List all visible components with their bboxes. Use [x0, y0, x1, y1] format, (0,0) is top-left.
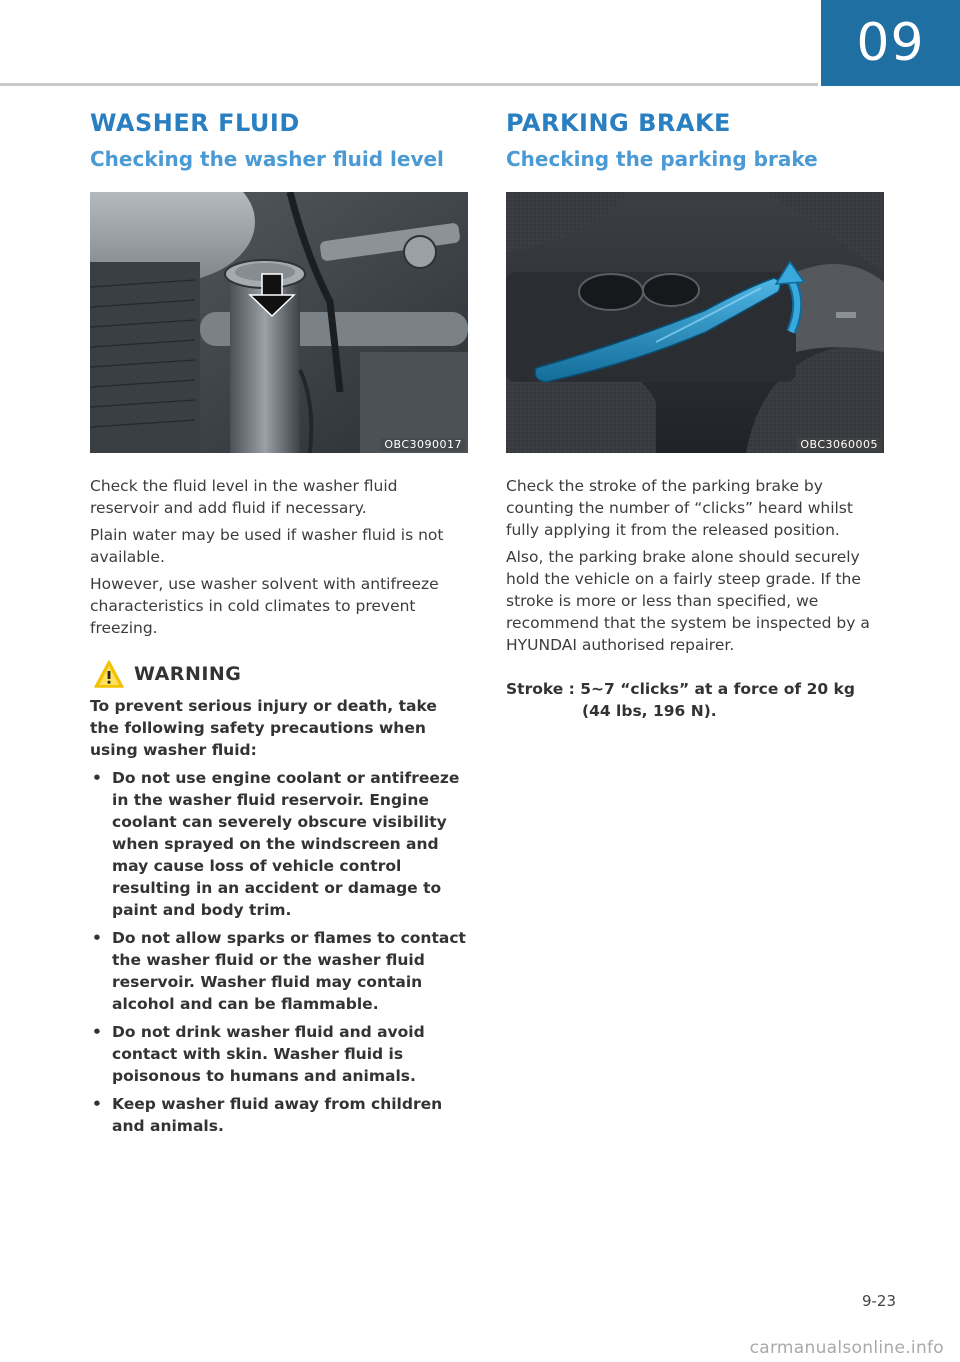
parking-paragraph-1: Check the stroke of the parking brake by counting the number of “clicks” heard whilst fully applying it from the released position. — [506, 477, 853, 539]
warning-header — [90, 659, 468, 689]
stroke-spec-continuation: (44 lbs, 196 N). — [582, 702, 717, 720]
watermark: carmanualsonline.info — [749, 1338, 944, 1358]
chapter-tab — [821, 0, 960, 86]
washer-fluid-figure — [90, 192, 468, 453]
engine-bay-illustration — [90, 192, 468, 453]
warning-title: WARNING — [134, 663, 242, 685]
warning-intro: To prevent serious injury or death, take the following safety precautions when using washer fluid: — [90, 697, 437, 759]
stroke-spec — [506, 678, 884, 722]
stroke-spec-value: 5~7 “clicks” at a force of 20 kg — [580, 680, 855, 698]
washer-paragraph-3: However, use washer solvent with antifreeze characteristics in cold climates to prevent freezing. — [90, 575, 439, 637]
warning-item-text: Do not drink washer fluid and avoid contact with skin. Washer fluid is poisonous to humans and animals. — [112, 1023, 425, 1085]
header-rule — [0, 83, 818, 86]
parking-paragraph-2: Also, the parking brake alone should securely hold the vehicle on a fairly steep grade. If the stroke is more or less than specified, we recommend that the system be inspected by a HYUNDAI authorised repairer. — [506, 548, 870, 654]
washer-paragraph-1: Check the fluid level in the washer fluid reservoir and add fluid if necessary. — [90, 477, 398, 517]
warning-box — [90, 659, 468, 1137]
washer-paragraph-2: Plain water may be used if washer fluid is not available. — [90, 526, 444, 566]
section-title-parking-brake: PARKING BRAKE — [506, 109, 731, 137]
page-number: 9-23 — [861, 1292, 896, 1310]
stroke-spec-label: Stroke : — [506, 680, 581, 698]
warning-item — [90, 927, 468, 1015]
section-title-washer-fluid: WASHER FLUID — [90, 109, 300, 137]
warning-item-text: Do not allow sparks or flames to contact the washer fluid or the washer fluid reservoir. Washer fluid may contain alcohol and can be flammable. — [112, 929, 466, 1013]
subsection-title-washer-level: Checking the washer fluid level — [90, 147, 444, 171]
warning-item — [90, 1093, 468, 1137]
figure-code-parking: OBC3060005 — [797, 438, 881, 451]
chapter-number: 09 — [856, 13, 925, 73]
parking-brake-illustration — [506, 192, 884, 453]
parking-brake-figure — [506, 192, 884, 453]
figure-code-washer: OBC3090017 — [381, 438, 465, 451]
left-column — [90, 108, 468, 1143]
warning-triangle-icon — [94, 660, 124, 688]
bullet-icon: • — [92, 929, 102, 947]
warning-item-text: Do not use engine coolant or antifreeze in the washer fluid reservoir. Engine coolant can severely obscure visibility when sprayed on the windscreen and may cause loss of vehicle control resulting in an accident or damage to paint and body trim. — [112, 769, 460, 919]
warning-list — [90, 767, 468, 1137]
warning-item-text: Keep washer fluid away from children and animals. — [112, 1095, 443, 1135]
right-column — [506, 108, 884, 722]
bullet-icon: • — [92, 769, 102, 787]
bullet-icon: • — [92, 1095, 102, 1113]
warning-item — [90, 1021, 468, 1087]
warning-item — [90, 767, 468, 921]
subsection-title-parking-check: Checking the parking brake — [506, 147, 818, 171]
bullet-icon: • — [92, 1023, 102, 1041]
